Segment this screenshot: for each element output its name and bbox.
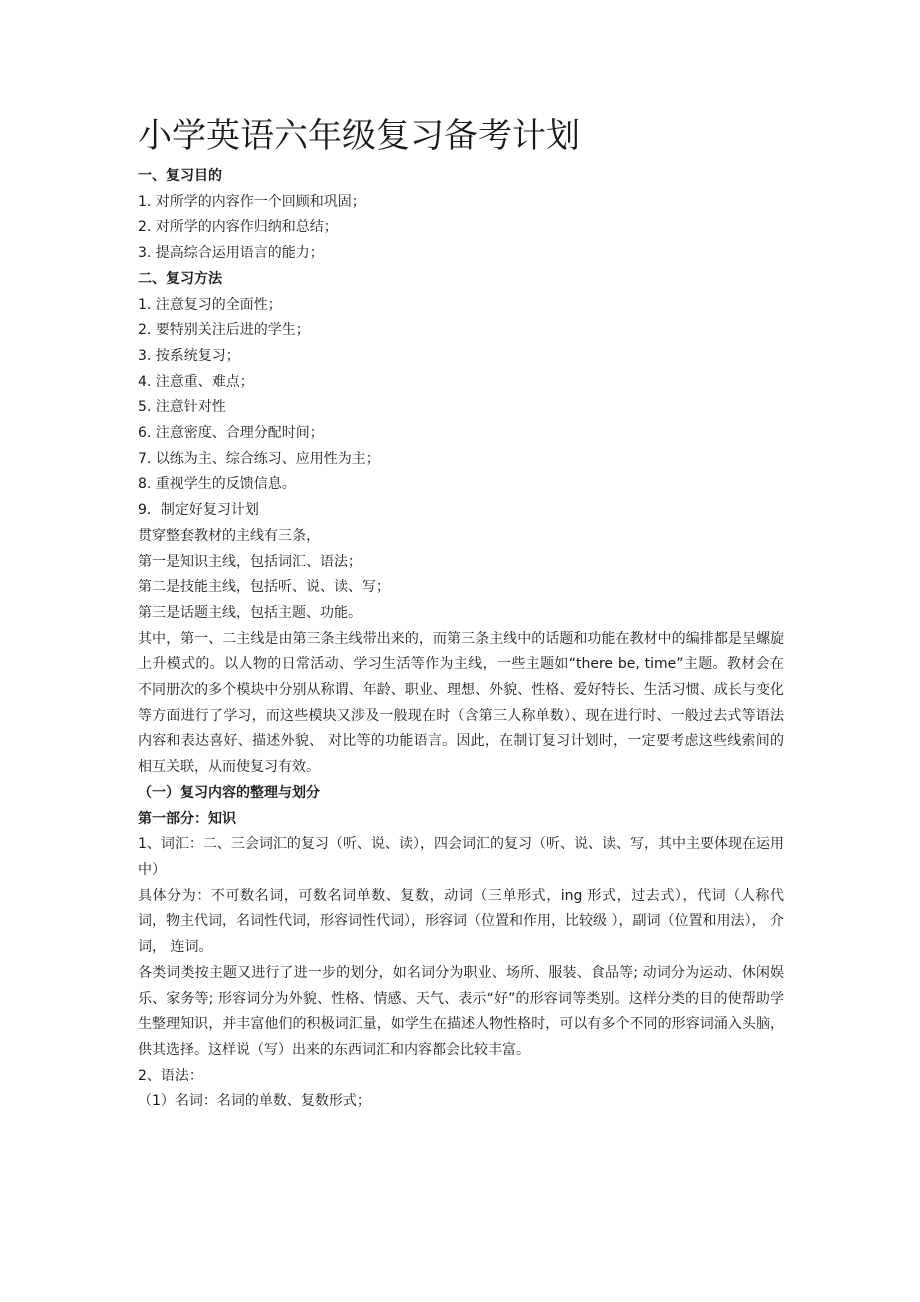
grammar-heading: 2、语法： [138,1067,203,1084]
subsection-heading: （一）复习内容的整理与划分 [138,784,320,801]
part-heading: 第一部分：知识 [138,810,236,827]
body-paragraph: 各类词类按主题又进行了进一步的划分，如名词分为职业、场所、服装、食品等; 动词分为运动、休闲娱乐、家务等; 形容词分为外貌、性格、情感、天气、表示“好”的形容词等类别。这样分类的目的使帮助学生整理知识，并丰富他们的积极词汇量，如学生在描述人物性格时，可以有多个不同的形容词涌入头脑，供其选择。这样说（写）出来的东西词汇和内容都会比较丰富。 [138,964,784,1058]
section-heading: 一、复习目的 [138,168,222,184]
list-item: 1. 对所学的内容作一个回顾和巩固； [138,193,366,210]
list-item: 6. 注意密度、合理分配时间； [138,425,324,442]
list-item: 9．制定好复习计划 [138,502,259,519]
body-paragraph: 其中，第一、二主线是由第三条主线带出来的，而第三条主线中的话题和功能在教材中的编排都是呈螺旋上升模式的。以人物的日常活动、学习生活等作为主线，一些主题如“there be, time”主题。教材会在不同册次的多个模块中分别从称谓、年龄、职业、理想、外貌、性格、爱好特长、生活习惯、成长与变化等方面进行了学习，而这些模块又涉及一般现在时（含第三人称单数）、现在进行时、一般过去式等语法内容和表达喜好、描述外貌、 对比等的功能语言。因此，在制订复习计划时，一定要考虑这些线索间的相互关联，从而使复习有效。 [138,630,784,776]
vocab-paragraph: 1、词汇：二、三会词汇的复习（听、说、读），四会词汇的复习（听、说、读、写，其中主要体现在运用中） [138,836,784,878]
section-heading: 二、复习方法 [138,270,222,287]
detail-paragraph: 具体分为：不可数名词，可数名词单数、复数，动词（三单形式，ing 形式，过去式），代词（人称代词，物主代词，名词性代词，形容词性代词），形容词（位置和作用，比较级 ），副词（位置和用法）， 介词， 连词。 [138,887,784,956]
list-item: 2. 要特别关注后进的学生； [138,322,310,339]
document-title: 小学英语六年级复习备考计划 [138,116,580,156]
list-item: 7. 以练为主、综合练习、应用性为主； [138,450,380,467]
mainline-text: 贯穿整套教材的主线有三条， [138,527,320,544]
list-item: 8. 重视学生的反馈信息。 [138,476,296,493]
mainline-text: 第一是知识主线，包括词汇、语法； [138,553,362,570]
mainline-text: 第二是技能主线，包括听、说、读、写； [138,579,390,596]
list-item: 3. 按系统复习； [138,347,240,364]
mainline-text: 第三是话题主线，包括主题、功能。 [138,604,362,621]
list-item: 3. 提高综合运用语言的能力； [138,245,324,262]
list-item: 1. 注意复习的全面性； [138,296,282,313]
list-item: 2. 对所学的内容作归纳和总结； [138,219,338,236]
list-item: 5. 注意针对性 [138,399,226,416]
list-item: 4. 注意重、难点； [138,373,254,390]
grammar-item: （1）名词：名词的单数、复数形式； [138,1093,371,1110]
document-page [138,112,784,1115]
